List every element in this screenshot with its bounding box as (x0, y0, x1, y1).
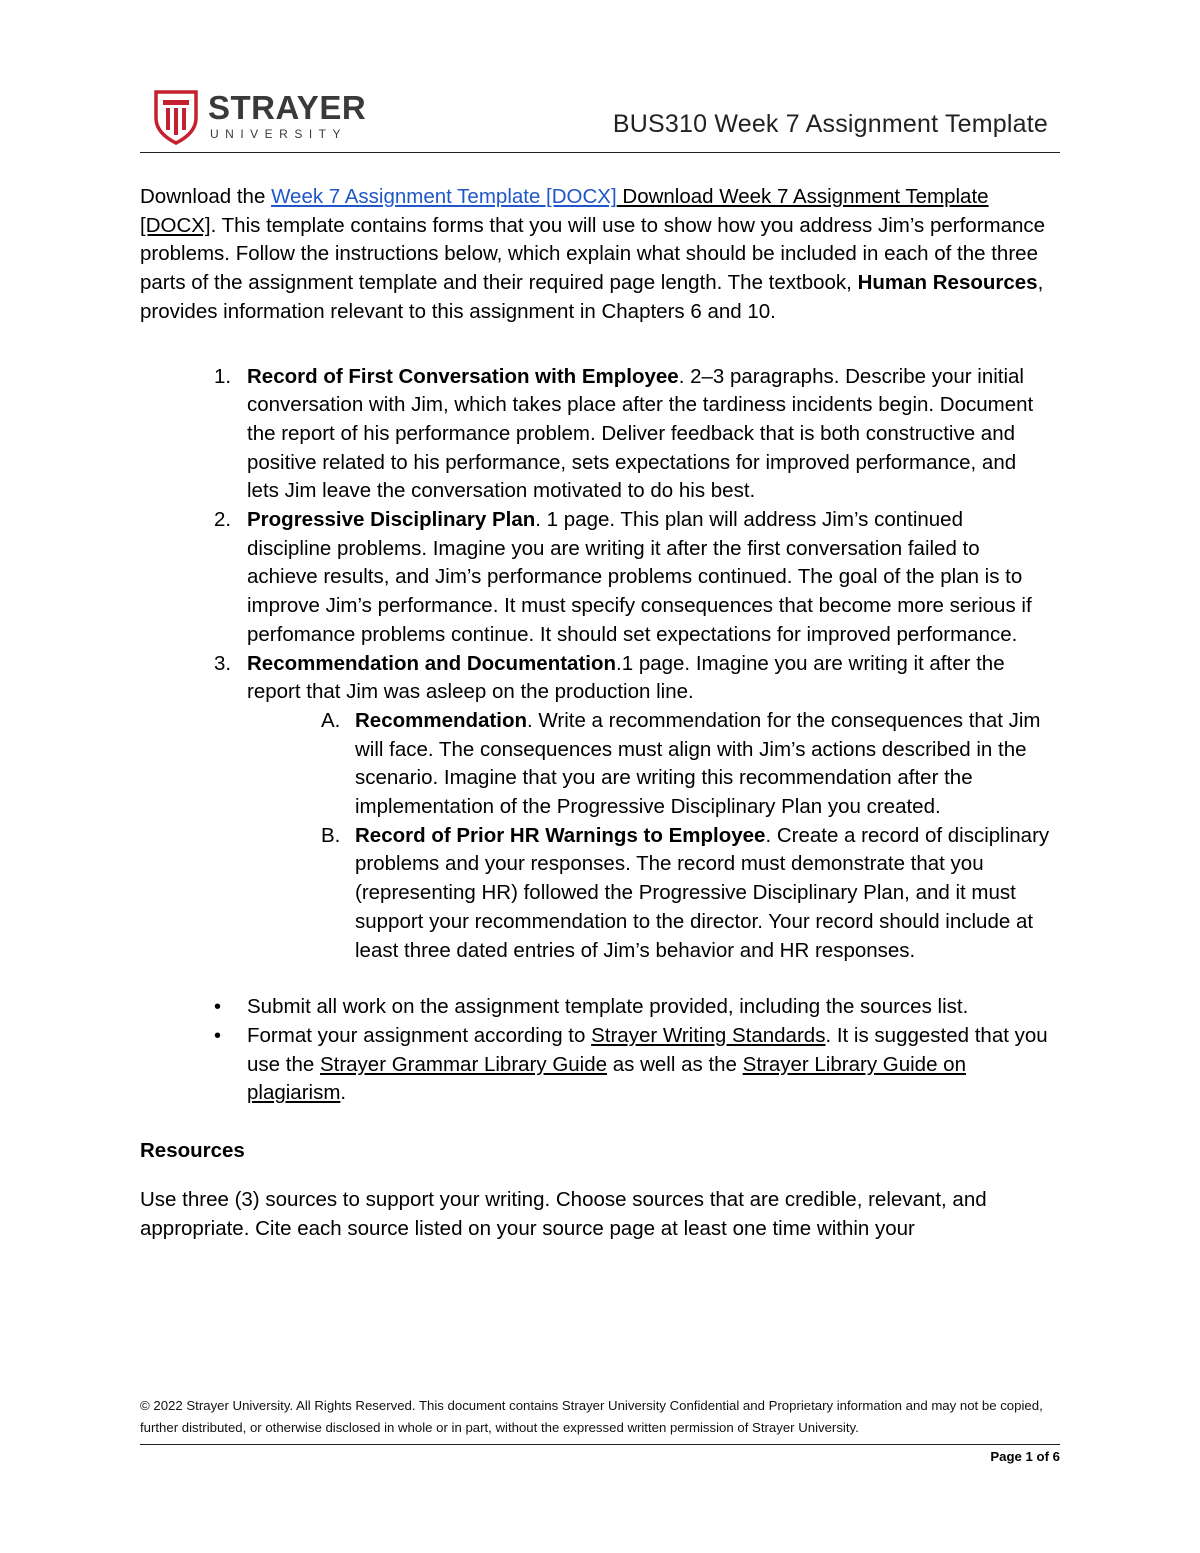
logo-subtitle: UNIVERSITY (210, 127, 348, 141)
bullet-text: . (340, 1081, 347, 1105)
sub-item-term: Recommendation (355, 708, 527, 732)
sub-item-text: . Create a record of disciplinary problems and your responses. The record must demonstrate that you (representing HR) followed the Progressive Disciplinary Plan, and it must support your recommendation to the director. Your record should include at least three dated entries of Jim’s behavior and HR responses. (355, 823, 1050, 962)
bullet-item (140, 993, 1060, 1022)
item-text: . 1 page. This plan will address Jim’s continued discipline problems. Imagine you are writing it after the first conversation failed to achieve results, and Jim’s performance problems continued. The goal of the plan is to improve Jim’s performance. It must specify consequences that become more serious if perfomance problems continue. It should set expectations for improved performance. (247, 508, 1032, 646)
sub-list-item (247, 707, 1050, 822)
plagiarism-guide-link[interactable]: Strayer Library Guide on plagiarism (247, 1052, 966, 1105)
strayer-university-logo (150, 86, 410, 146)
footer-divider (140, 1444, 1060, 1445)
logo-wordmark: STRAYER (208, 89, 367, 126)
bullet-item (140, 1022, 1060, 1108)
writing-standards-link[interactable]: Strayer Writing Standards (591, 1023, 826, 1047)
copyright-notice: © 2022 Strayer University. All Rights Reserved. This document contains Strayer University Confidential and Proprietary information and may not be copied, further distributed, or otherwise disclosed in whole or in part, without the expressed written permission of Strayer University. (140, 1398, 1043, 1435)
item-term: Recommendation and Documentation (247, 651, 617, 675)
bullet-text: . It is suggested that you use the (247, 1023, 1048, 1076)
bullet-text: Format your assignment according to (247, 1023, 592, 1047)
list-item (140, 363, 1060, 507)
sub-item-letter: B. (321, 823, 341, 847)
sub-list-item (247, 822, 1050, 966)
item-term: Record of First Conversation with Employee (247, 364, 679, 388)
template-download-link[interactable]: Download Week 7 Assignment Template [DOCX] (140, 185, 989, 237)
list-item (140, 506, 1060, 650)
intro-text: . This template contains forms that you will use to show how you address Jim’s performance problems. Follow the instructions below, which explain what should be included in each of the three parts of the assignment template and their required page length. The textbook, (140, 213, 1046, 295)
item-text: .1 page. Imagine you are writing it after the report that Jim was asleep on the production line. (247, 651, 1005, 704)
item-number: 1. (214, 364, 232, 388)
sub-item-letter: A. (321, 708, 341, 732)
header-title: BUS310 Week 7 Assignment Template (612, 110, 1048, 138)
item-number: 2. (214, 508, 232, 532)
intro-text: Download the (140, 185, 272, 208)
item-term: Progressive Disciplinary Plan (247, 508, 536, 532)
assignment-parts-list (140, 363, 1060, 966)
intro-paragraph (140, 183, 1060, 327)
grammar-guide-link[interactable]: Strayer Grammar Library Guide (319, 1052, 608, 1076)
page-header (140, 80, 1060, 153)
resources-paragraph: Use three (3) sources to support your writing. Choose sources that are credible, relevant, and appropriate. Cite each source listed on your source page at least one time within your (140, 1187, 987, 1240)
bullet-text: Submit all work on the assignment template provided, including the sources list. (247, 995, 969, 1019)
resources-heading: Resources (140, 1139, 245, 1163)
intro-text: , provides information relevant to this assignment in Chapters 6 and 10. (140, 271, 1044, 323)
page-number: Page 1 of 6 (990, 1449, 1060, 1464)
item-text: . 2–3 paragraphs. Describe your initial conversation with Jim, which takes place after the tardiness incidents begin. Document the report of his performance problem. Deliver feedback that is both constructive and positive related to his performance, sets expectations for improved performance, and lets Jim leave the conversation motivated to do his best. (247, 364, 1034, 503)
bullet-icon: • (214, 996, 222, 1019)
sub-item-term: Record of Prior HR Warnings to Employee (355, 823, 766, 847)
document-body (140, 183, 1060, 1243)
sub-item-text: . Write a recommendation for the consequences that Jim will face. The consequences must align with Jim’s actions described in the scenario. Imagine that you are writing this recommendation after the implementation of the Progressive Disciplinary Plan you created. (355, 708, 1041, 819)
textbook-title: Human Resources (857, 271, 1038, 295)
item-number: 3. (214, 651, 232, 675)
template-link[interactable]: Week 7 Assignment Template [DOCX] (271, 185, 617, 208)
sub-list (247, 707, 1050, 965)
submission-bullets (140, 993, 1060, 1108)
bullet-text: as well as the (607, 1052, 743, 1076)
list-item (140, 650, 1060, 966)
bullet-icon: • (214, 1024, 222, 1047)
